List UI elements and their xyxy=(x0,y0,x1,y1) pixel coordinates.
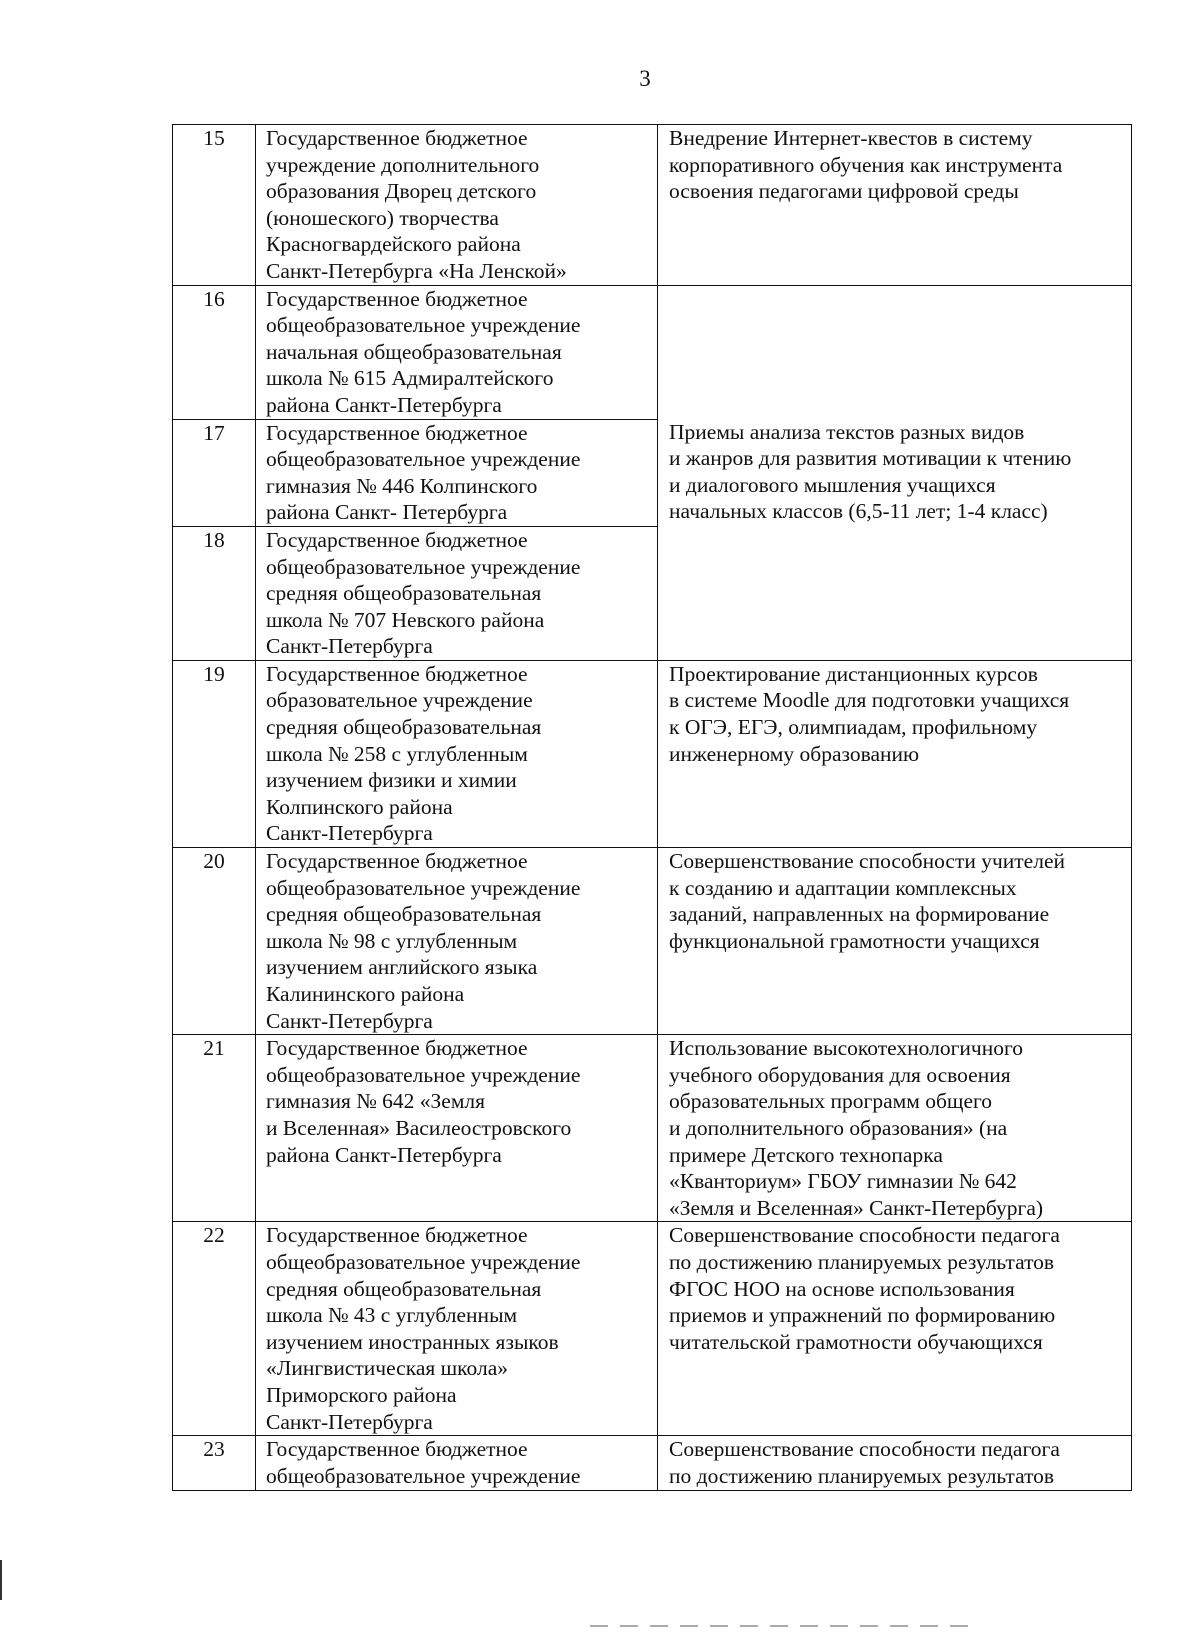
row-number: 21 xyxy=(173,1035,256,1222)
project-topic: Совершенствование способности педагога по достижению планируемых результатов ФГОС НОО на основе использования приемов и упражнений по формированию читательской грамотности обучающихся xyxy=(658,1222,1132,1436)
institution-name: Государственное бюджетное общеобразовательное учреждение гимназия № 446 Колпинского района Санкт- Петербурга xyxy=(256,419,658,526)
institution-name: Государственное бюджетное образовательное учреждение средняя общеобразовательная школа № 258 с углубленным изучением физики и химии Колпинского района Санкт-Петербурга xyxy=(256,660,658,847)
project-topic: Использование высокотехнологичного учебного оборудования для освоения образовательных программ общего и дополнительного образования» (на примере Детского технопарка «Кванториум» ГБОУ гимназии № 642 «Земля и Вселенная» Санкт-Петербурга) xyxy=(658,1035,1132,1222)
row-number: 15 xyxy=(173,125,256,286)
table-row xyxy=(173,285,1132,419)
row-number: 18 xyxy=(173,526,256,660)
table-row xyxy=(173,848,1132,1035)
page-number: 3 xyxy=(639,66,651,91)
institution-name: Государственное бюджетное общеобразовательное учреждение средняя общеобразовательная школа № 98 с углубленным изучением английского языка Калининского района Санкт-Петербурга xyxy=(256,848,658,1035)
table-row xyxy=(173,125,1132,286)
table-row xyxy=(173,1436,1132,1491)
institution-name: Государственное бюджетное общеобразовательное учреждение гимназия № 642 «Земля и Вселенная» Василеостровского района Санкт-Петербурга xyxy=(256,1035,658,1222)
row-number: 22 xyxy=(173,1222,256,1436)
institution-name: Государственное бюджетное учреждение дополнительного образования Дворец детского (юношеского) творчества Красногвардейского района Санкт-Петербурга «На Ленской» xyxy=(256,125,658,286)
institutions-table xyxy=(172,124,1132,1491)
project-topic-text: Приемы анализа текстов разных видов и жанров для развития мотивации к чтению и диалогового мышления учащихся начальных классов (6,5-11 лет; 1-4 класс) xyxy=(669,419,1072,524)
project-topic xyxy=(658,285,1132,660)
scan-edge-mark xyxy=(590,1625,970,1627)
institution-name: Государственное бюджетное общеобразовательное учреждение средняя общеобразовательная школа № 43 с углубленным изучением иностранных языков «Лингвистическая школа» Приморского района Санкт-Петербурга xyxy=(256,1222,658,1436)
row-number: 17 xyxy=(173,419,256,526)
institution-name: Государственное бюджетное общеобразовательное учреждение начальная общеобразовательная школа № 615 Адмиралтейского района Санкт-Петербурга xyxy=(256,285,658,419)
table-row xyxy=(173,1222,1132,1436)
project-topic: Совершенствование способности учителей к созданию и адаптации комплексных заданий, направленных на формирование функциональной грамотности учащихся xyxy=(658,848,1132,1035)
table-row xyxy=(173,660,1132,847)
project-topic: Внедрение Интернет-квестов в систему корпоративного обучения как инструмента освоения педагогами цифровой среды xyxy=(658,125,1132,286)
row-number: 20 xyxy=(173,848,256,1035)
project-topic: Совершенствование способности педагога по достижению планируемых результатов xyxy=(658,1436,1132,1491)
institution-name: Государственное бюджетное общеобразовательное учреждение xyxy=(256,1436,658,1491)
row-number: 16 xyxy=(173,285,256,419)
row-number: 23 xyxy=(173,1436,256,1491)
project-topic: Проектирование дистанционных курсов в системе Moodle для подготовки учащихся к ОГЭ, ЕГЭ, олимпиадам, профильному инженерному образованию xyxy=(658,660,1132,847)
row-number: 19 xyxy=(173,660,256,847)
institution-name: Государственное бюджетное общеобразовательное учреждение средняя общеобразовательная школа № 707 Невского района Санкт-Петербурга xyxy=(256,526,658,660)
table-row xyxy=(173,1035,1132,1222)
scan-margin-mark xyxy=(0,1560,2,1600)
